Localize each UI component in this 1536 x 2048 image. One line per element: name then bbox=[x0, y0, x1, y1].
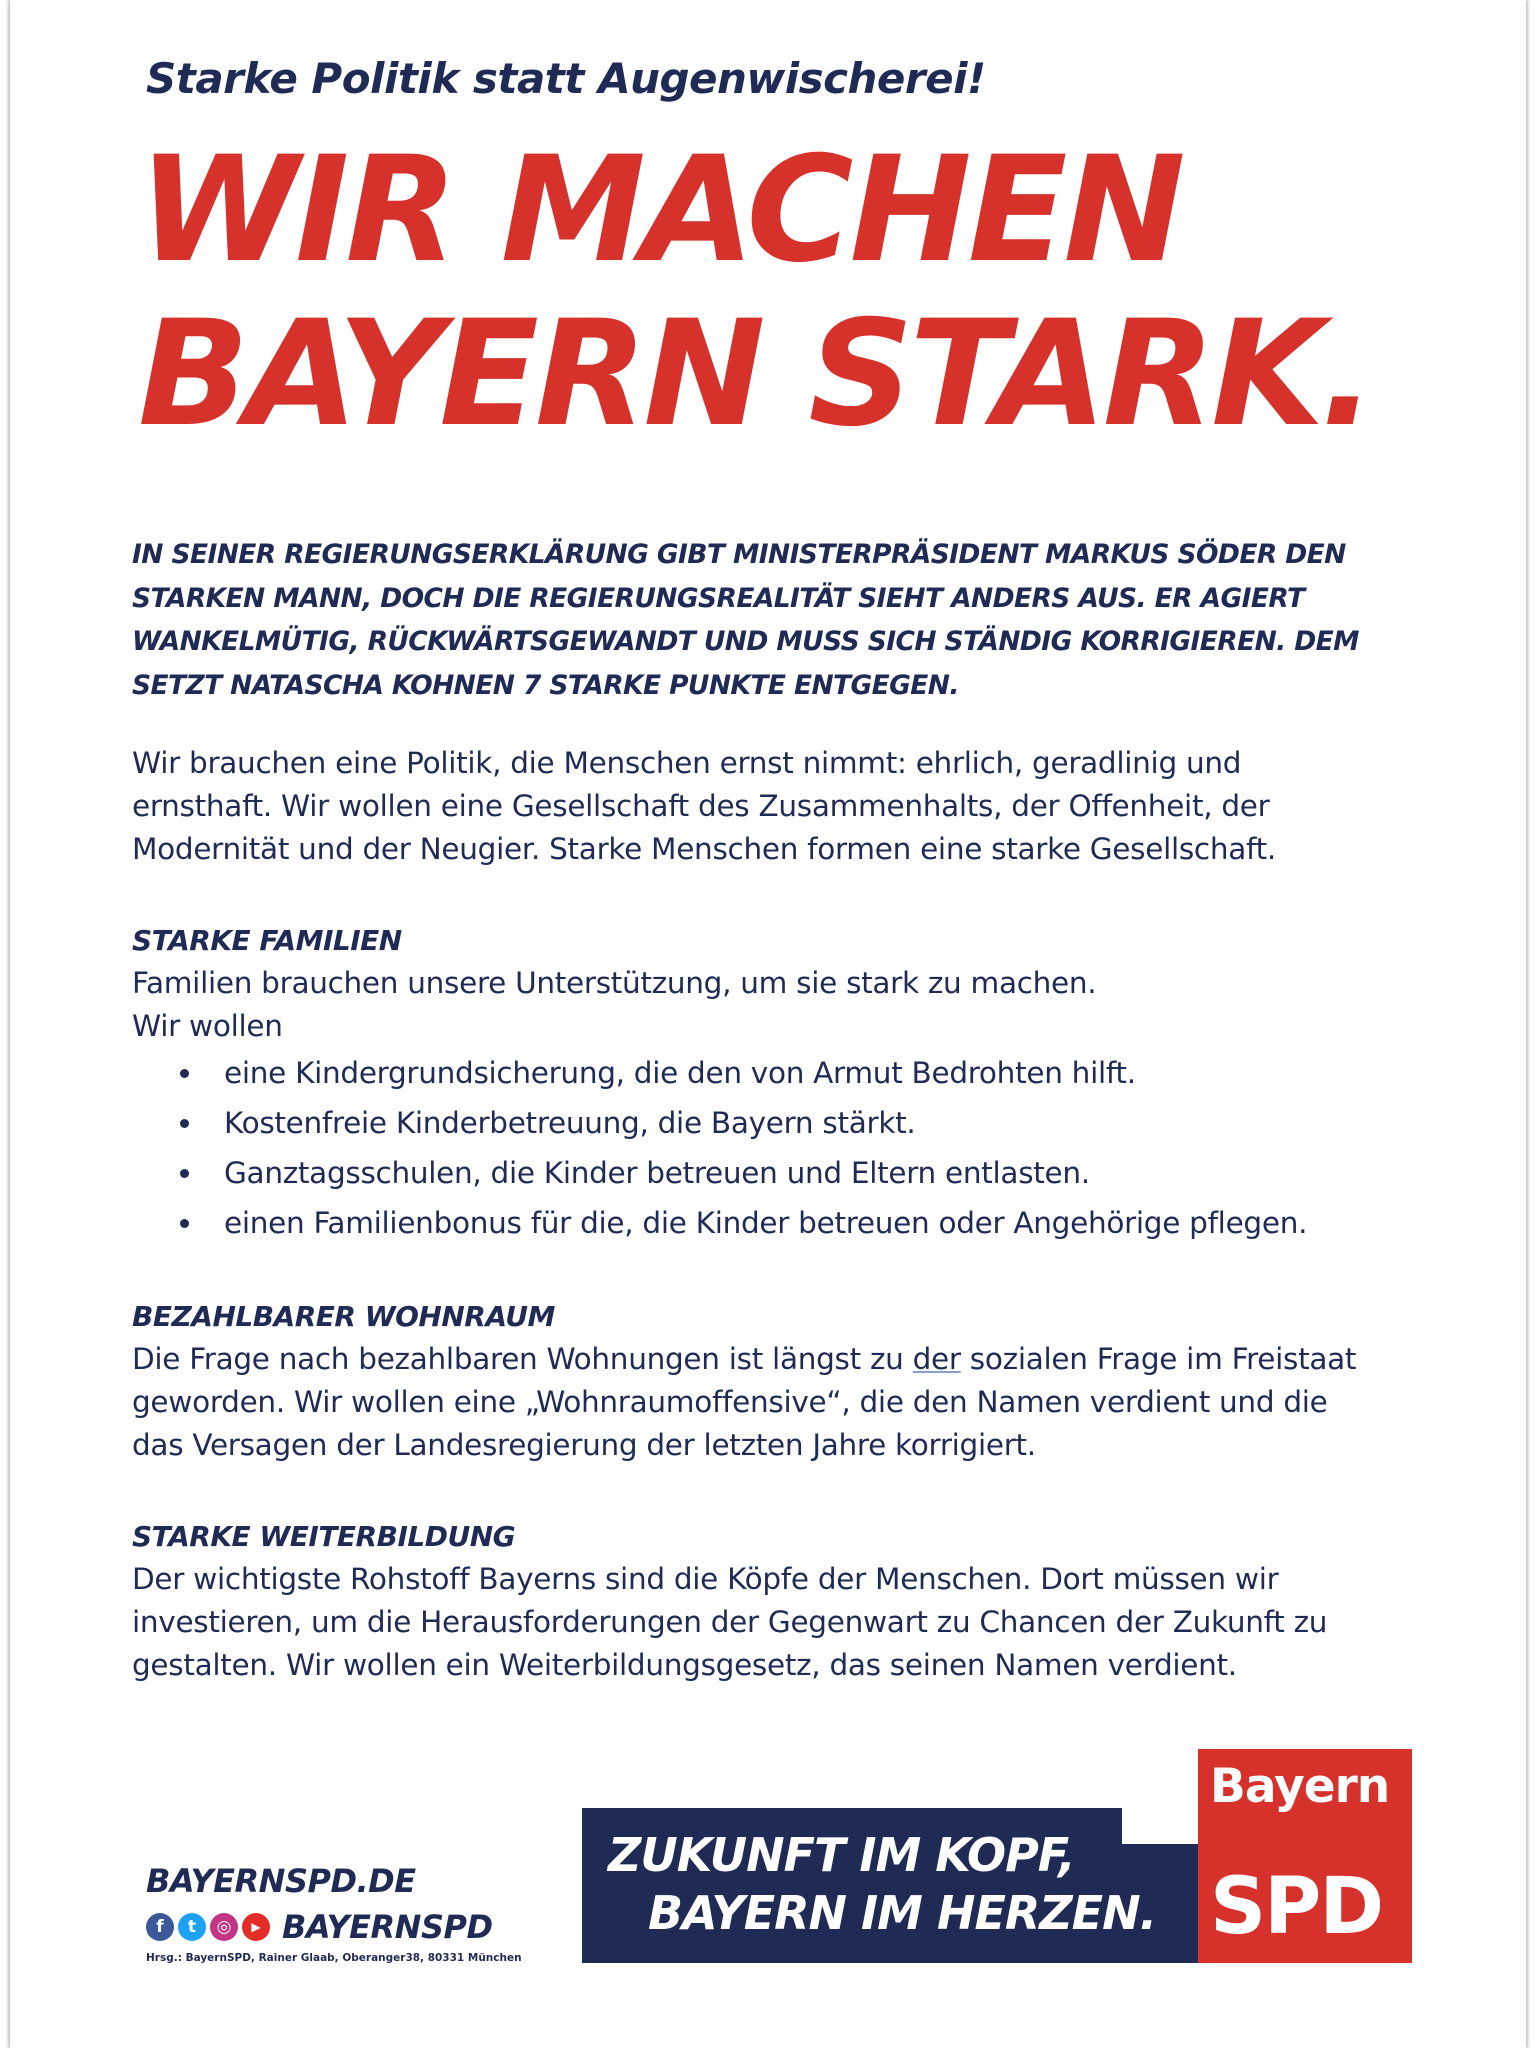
section-line: investieren, um die Herausforderungen der Gegenwart zu Chancen der Zukunft zu bbox=[132, 1605, 1328, 1639]
section-line: Der wichtigste Rohstoff Bayerns sind die Köpfe der Menschen. Dort müssen wir bbox=[132, 1562, 1279, 1596]
bullet-text: Kostenfreie Kinderbetreuung, die Bayern stärkt. bbox=[224, 1106, 916, 1140]
headline-line-1: WIR MACHEN bbox=[138, 125, 1182, 295]
section-heading: STARKE WEITERBILDUNG bbox=[132, 1520, 516, 1553]
bullet-list bbox=[132, 1048, 1432, 1248]
tagline: Starke Politik statt Augenwischerei! bbox=[146, 54, 986, 103]
bullet-icon bbox=[180, 1069, 189, 1078]
bullet-text: einen Familienbonus für die, die Kinder betreuen oder Angehörige pflegen. bbox=[224, 1206, 1308, 1240]
lead-line: SETZT NATASCHA KOHNEN 7 STARKE PUNKTE ENTGEGEN. bbox=[132, 669, 959, 701]
bullet-icon bbox=[180, 1169, 189, 1178]
section-heading: BEZAHLBARER WOHNRAUM bbox=[132, 1300, 555, 1333]
section-line: das Versagen der Landesregierung der letzten Jahre korrigiert. bbox=[132, 1428, 1036, 1462]
social-row bbox=[146, 1908, 493, 1946]
section-line: geworden. Wir wollen eine „Wohnraumoffensive“, die den Namen verdient und die bbox=[132, 1385, 1328, 1419]
logo-bayern-text: Bayern bbox=[1210, 1759, 1390, 1814]
list-item bbox=[132, 1198, 1432, 1248]
instagram-icon[interactable]: ◎ bbox=[210, 1913, 238, 1941]
list-item bbox=[132, 1048, 1432, 1098]
section-weiterbildung bbox=[132, 1515, 1432, 1687]
list-item bbox=[132, 1148, 1432, 1198]
intro-line: Wir brauchen eine Politik, die Menschen ernst nimmt: ehrlich, geradlinig und bbox=[132, 746, 1242, 780]
slogan-line: ZUKUNFT IM KOPF, bbox=[608, 1828, 1075, 1882]
intro-line: ernsthaft. Wir wollen eine Gesellschaft des Zusammenhalts, der Offenheit, der bbox=[132, 789, 1270, 823]
underlined-word: der bbox=[912, 1342, 961, 1376]
slogan-text bbox=[608, 1826, 1208, 1942]
twitter-icon[interactable]: t bbox=[178, 1913, 206, 1941]
website-link[interactable]: BAYERNSPD.DE bbox=[146, 1862, 416, 1900]
section-line: Familien brauchen unsere Unterstützung, um sie stark zu machen. bbox=[132, 966, 1097, 1000]
section-line: gestalten. Wir wollen ein Weiterbildungsgesetz, das seinen Namen verdient. bbox=[132, 1648, 1237, 1682]
bullet-text: eine Kindergrundsicherung, die den von Armut Bedrohten hilft. bbox=[224, 1056, 1136, 1090]
bullet-text: Ganztagsschulen, die Kinder betreuen und Eltern entlasten. bbox=[224, 1156, 1090, 1190]
section-wohnraum bbox=[132, 1295, 1432, 1467]
youtube-icon[interactable]: ▶ bbox=[242, 1913, 270, 1941]
flyer-page bbox=[10, 0, 1526, 2048]
section-line: Wir wollen bbox=[132, 1009, 283, 1043]
headline-line-2: BAYERN STARK. bbox=[138, 289, 1372, 459]
intro-paragraph bbox=[132, 742, 1432, 871]
bullet-icon bbox=[180, 1119, 189, 1128]
list-item bbox=[132, 1098, 1432, 1148]
social-handle[interactable]: BAYERNSPD bbox=[282, 1908, 493, 1946]
intro-line: Modernität und der Neugier. Starke Menschen formen eine starke Gesellschaft. bbox=[132, 832, 1276, 866]
lead-line: WANKELMÜTIG, RÜCKWÄRTSGEWANDT UND MUSS SICH STÄNDIG KORRIGIEREN. DEM bbox=[132, 626, 1359, 657]
lead-line: IN SEINER REGIERUNGSERKLÄRUNG GIBT MINISTERPRÄSIDENT MARKUS SÖDER DEN bbox=[132, 539, 1346, 570]
facebook-icon[interactable]: f bbox=[146, 1913, 174, 1941]
imprint: Hrsg.: BayernSPD, Rainer Glaab, Oberanger38, 80331 München bbox=[146, 1952, 522, 1964]
slogan-line: BAYERN IM HERZEN. bbox=[648, 1886, 1157, 1940]
section-line-part: sozialen Frage im Freistaat bbox=[960, 1342, 1357, 1376]
spd-logo bbox=[1198, 1749, 1412, 1963]
section-familien bbox=[132, 919, 1432, 1248]
lead-paragraph bbox=[132, 533, 1432, 707]
bullet-icon bbox=[180, 1219, 189, 1228]
lead-line: STARKEN MANN, DOCH DIE REGIERUNGSREALITÄT SIEHT ANDERS AUS. ER AGIERT bbox=[132, 582, 1305, 614]
logo-spd-text: SPD bbox=[1210, 1862, 1383, 1952]
section-line-part: Die Frage nach bezahlbaren Wohnungen ist längst zu bbox=[132, 1342, 913, 1376]
section-heading: STARKE FAMILIEN bbox=[132, 924, 402, 957]
section-line bbox=[132, 1338, 1432, 1381]
headline bbox=[138, 125, 1438, 459]
